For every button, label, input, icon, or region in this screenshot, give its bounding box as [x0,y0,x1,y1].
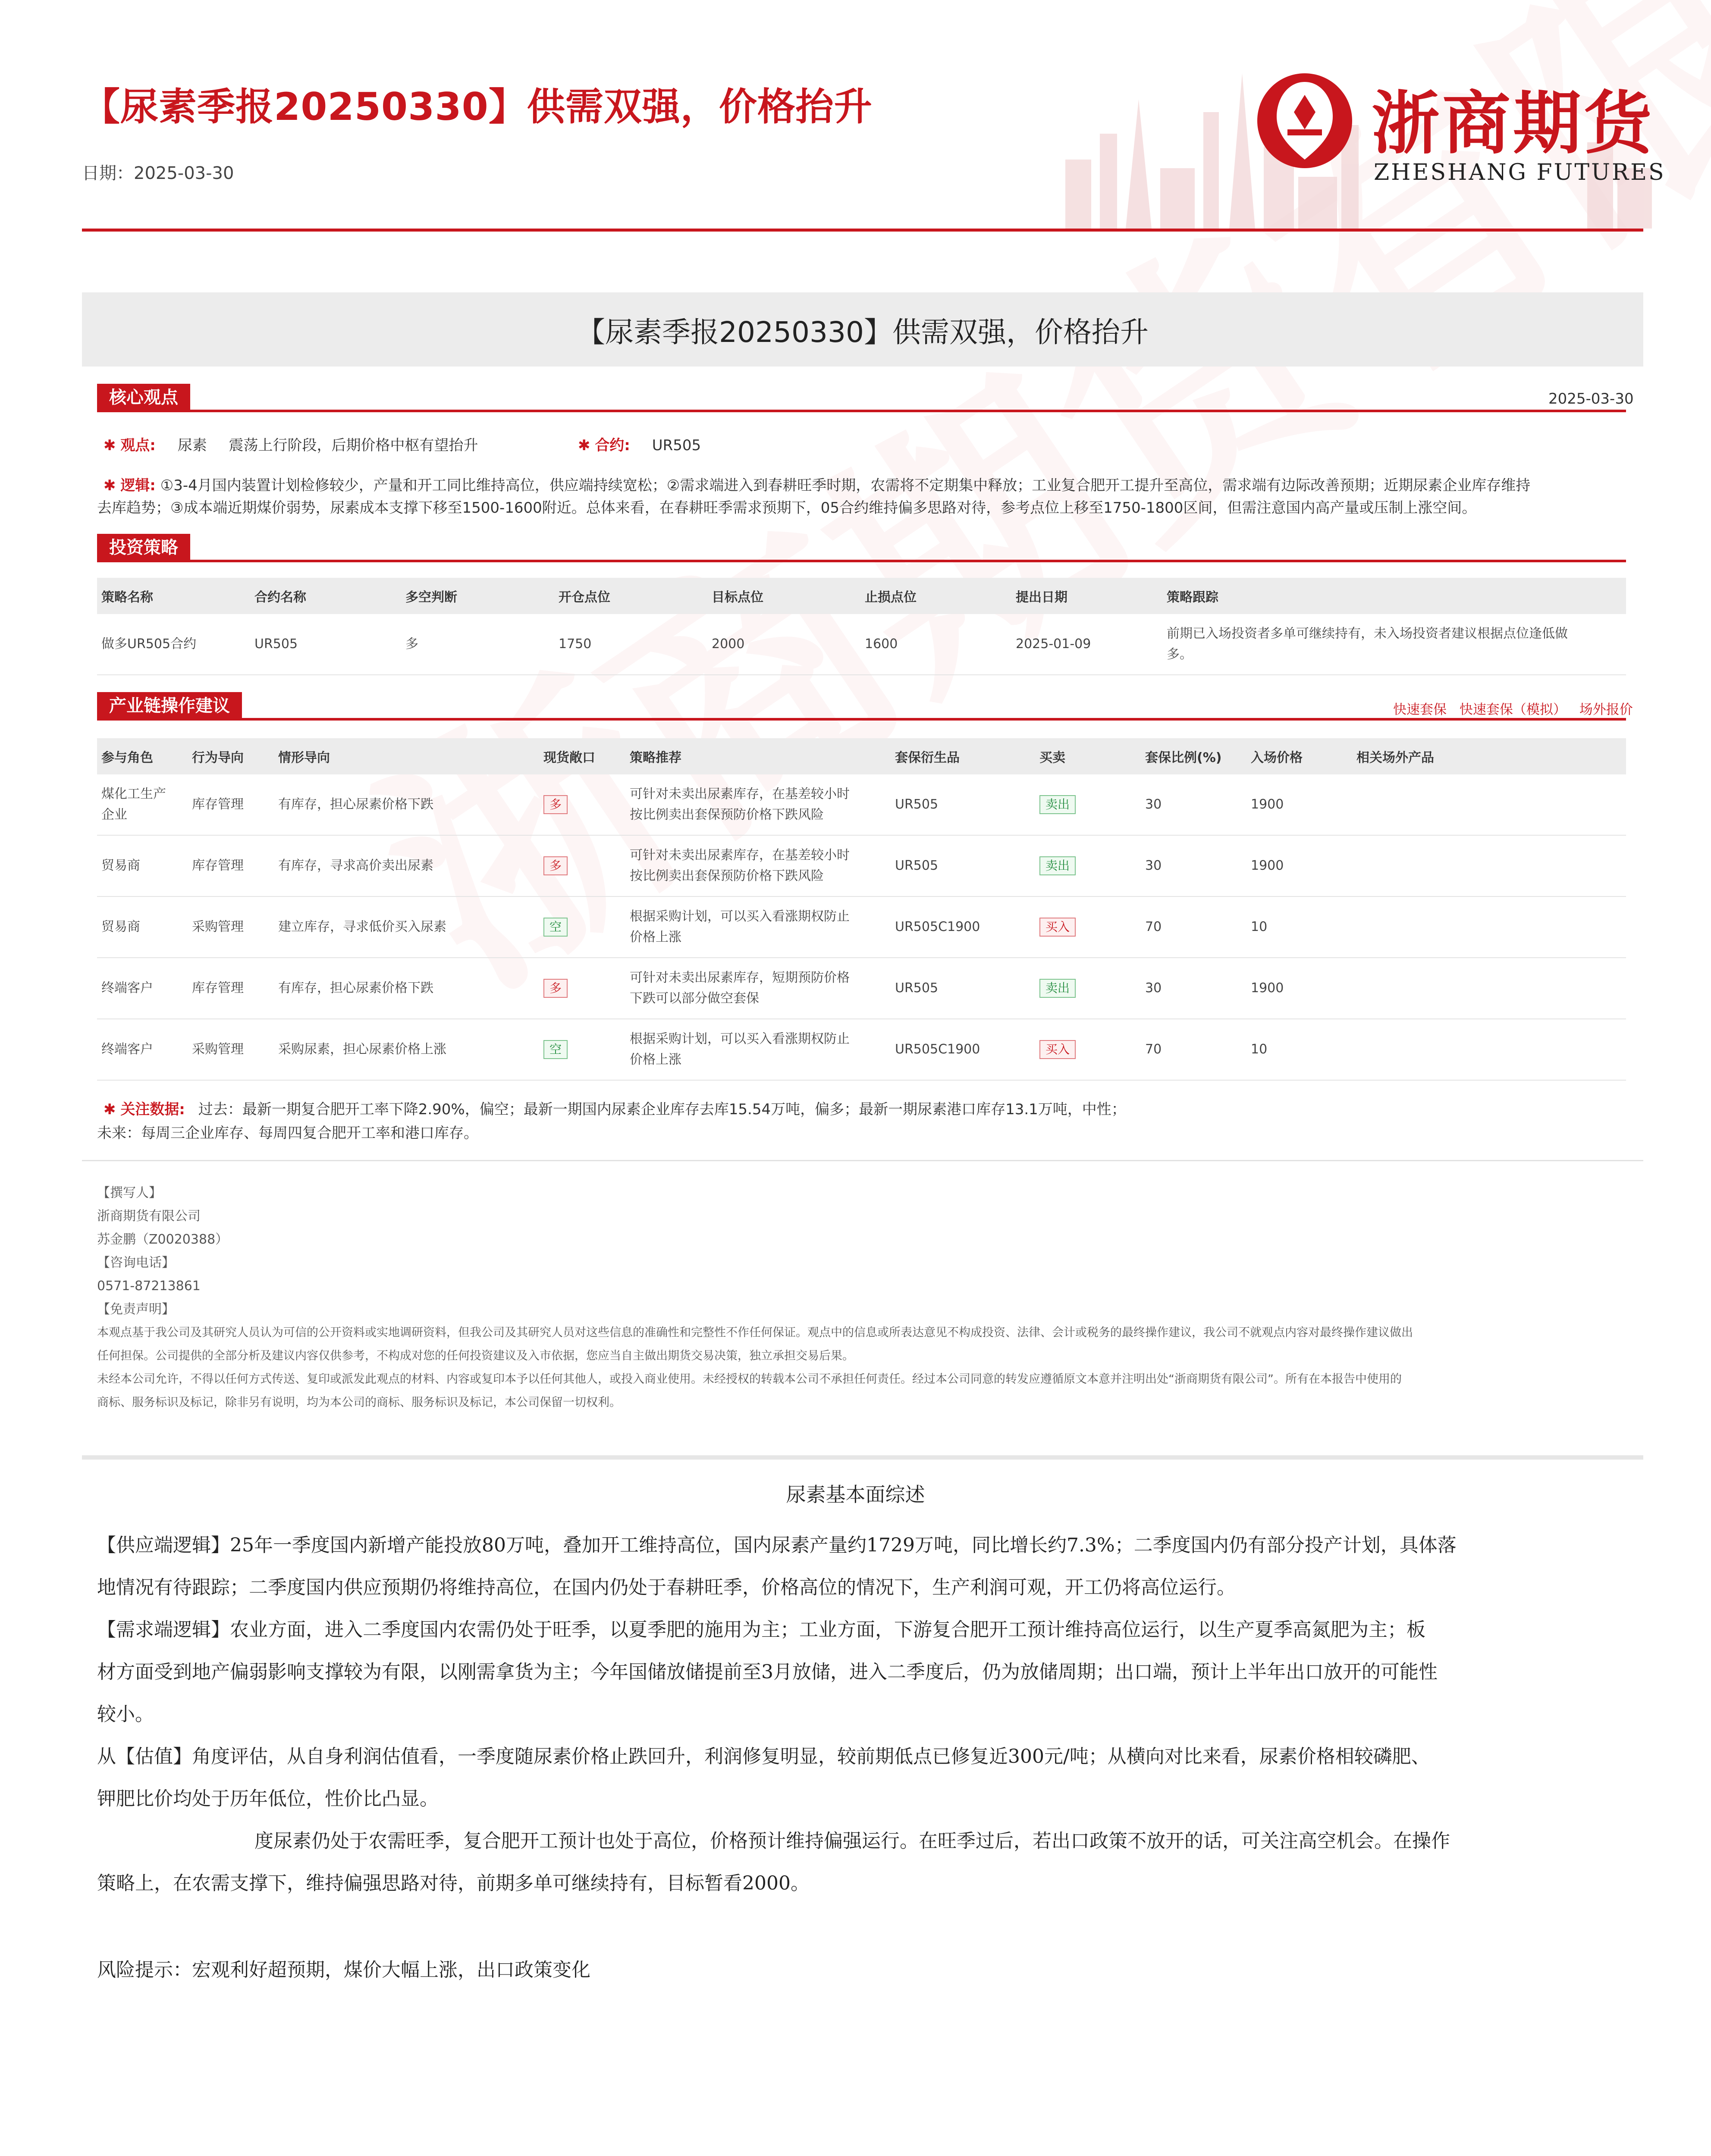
logic-label: 逻辑: [120,477,156,494]
strategy-line-2: 按比例卖出套保预防价格下跌风险 [630,868,824,884]
cell-role [97,896,188,958]
col-header: 相关场外产品 [1352,738,1626,774]
col-header: 多空判断 [401,578,554,614]
summary-p4b: 策略上，在农需支撑下，维持偏强思路对待，前期多单可继续持有，目标暂看2000。 [97,1872,810,1894]
cell-ratio: 30 [1141,774,1246,835]
divider [82,1455,1643,1460]
strategy-line-1: 根据采购计划，可以买入看涨期权防止 [630,1031,850,1047]
logic-text-1: ①3-4月国内装置计划检修较少，产量和开工同比维持高位，供应端持续宽松；②需求端进入到春耕旺季时期，农需将不定期集中释放；工业复合肥开工提升至高位，需求端有边际改善预期；近期尿素企业库存维持 [160,477,1531,494]
cell-behavior: 库存管理 [188,774,274,835]
cell-ratio: 30 [1141,835,1246,896]
cell-ratio: 70 [1141,1019,1246,1080]
side-badge: 买入 [1039,1040,1076,1059]
cell-ratio: 30 [1141,958,1246,1019]
role-line-1: 贸易商 [101,858,140,873]
cell: 2000 [707,614,860,675]
cell-price: 1900 [1246,774,1352,835]
report-title: 【尿素季报20250330】供需双强，价格抬升 [82,85,873,129]
exposure-badge: 多 [543,979,568,998]
cell-exposure [539,835,625,896]
summary-p4a: 度尿素仍处于农需旺季，复合肥开工预计也处于高位，价格预计维持偏强运行。在旺季过后，若出口政策不放开的话，可关注高空机会。在操作 [254,1830,1450,1852]
strategy-line-2: 下跌可以部分做空套保 [630,991,759,1006]
author-block [97,1181,1413,1414]
table-header-row [97,738,1626,774]
exposure-badge: 空 [543,1040,568,1059]
cell-situation: 采购尿素，担心尿素价格上涨 [274,1019,539,1080]
summary-p1a: 【供应端逻辑】25年一季度国内新增产能投放80万吨，叠加开工维持高位，国内尿素产量约1729万吨，同比增长约7.3%；二季度国内仍有部分投产计划，具体落 [97,1534,1457,1556]
bullet-icon: ✱ [578,437,590,454]
col-header: 策略名称 [97,578,250,614]
cell-exposure [539,774,625,835]
cell-strategy [625,896,891,958]
exposure-badge: 空 [543,918,568,937]
view-text: 震荡上行阶段，后期价格中枢有望抬升 [229,437,478,454]
cell-situation: 有库存，担心尿素价格下跌 [274,774,539,835]
cell-otc [1352,896,1626,958]
focus-row [104,1097,1126,1119]
cell-price: 10 [1246,1019,1352,1080]
side-badge: 买入 [1039,918,1076,937]
divider [82,1160,1643,1161]
cell-derivative: UR505 [891,958,1035,1019]
author-l6: 【免责声明】 [97,1302,175,1317]
role-line-1: 贸易商 [101,919,140,934]
view-label: 观点: [120,437,156,454]
section-tag-chain: 产业链操作建议 [97,692,242,720]
author-l5: 0571-87213861 [97,1279,201,1294]
bullet-icon: ✱ [104,1101,116,1118]
table-row [97,835,1626,896]
table-row [97,774,1626,835]
link-quick-hedge-sim[interactable]: 快速套保（模拟） [1459,702,1567,718]
core-date: 2025-03-30 [1548,390,1634,407]
role-line-1: 终端客户 [101,981,153,996]
cell: 2025-01-09 [1011,614,1162,675]
logic-text-2: 去库趋势；③成本端近期煤价弱势，尿素成本支撑下移至1500-1600附近。总体来看，在春耕旺季需求预期下，05合约维持偏多思路对待，参考点位上移至1750-1800区间，但需注意国内高产量或压制上涨空间。 [97,499,1477,517]
summary-p1b: 地情况有待跟踪；二季度国内供应预期仍将维持高位，在国内仍处于春耕旺季，价格高位的情况下，生产利润可观，开工仍将高位运行。 [97,1576,1236,1598]
role-line-2: 企业 [101,807,127,822]
table-row [97,1019,1626,1080]
focus-label: 关注数据: [120,1101,185,1118]
report-date: 日期：2025-03-30 [82,163,234,183]
link-otc-quote[interactable]: 场外报价 [1579,702,1633,718]
focus-future: 未来：每周三企业库存、每周四复合肥开工率和港口库存。 [97,1125,478,1142]
cell-role [97,774,188,835]
cell-otc [1352,958,1626,1019]
cell-derivative: UR505 [891,774,1035,835]
cell-situation: 有库存，担心尿素价格下跌 [274,958,539,1019]
col-header: 提出日期 [1011,578,1162,614]
cell-strategy [625,774,891,835]
cell-situation: 有库存，寻求高价卖出尿素 [274,835,539,896]
role-line-1: 煤化工生产 [101,787,166,802]
summary-title: 尿素基本面综述 [786,1483,925,1506]
cell-exposure [539,958,625,1019]
logo-english-name: ZHESHANG FUTURES [1374,160,1666,185]
cell-side [1035,774,1141,835]
col-header: 套保衍生品 [891,738,1035,774]
cell: 1600 [860,614,1011,675]
summary-p3b: 钾肥比价均处于历年低位，性价比凸显。 [97,1788,439,1810]
link-quick-hedge[interactable]: 快速套保 [1393,702,1447,718]
author-l1: 【撰写人】 [97,1185,162,1200]
section-tag-core: 核心观点 [97,384,190,411]
strategy-line-2: 价格上涨 [630,930,681,945]
section-tag-strategy: 投资策略 [97,534,190,561]
track-line-2: 多。 [1167,647,1193,662]
strategy-line-1: 根据采购计划，可以买入看涨期权防止 [630,909,850,924]
cell-exposure [539,1019,625,1080]
cell: 1750 [554,614,707,675]
col-header: 参与角色 [97,738,188,774]
side-badge: 卖出 [1039,979,1076,998]
cell-price: 10 [1246,896,1352,958]
logo-chinese-name: 浙商期货 [1372,84,1654,163]
col-header: 买卖 [1035,738,1141,774]
col-header: 合约名称 [250,578,401,614]
track-line-1: 前期已入场投资者多单可继续持有，未入场投资者建议根据点位逢低做 [1167,626,1568,641]
contract-label: 合约: [595,437,630,454]
disclaimer-2: 任何担保。公司提供的全部分析及建议内容仅供参考，不构成对您的任何投资建议及入市依据，您应当自主做出期货交易决策，独立承担交易后果。 [97,1349,854,1363]
disclaimer-1: 本观点基于我公司及其研究人员认为可信的公开资料或实地调研资料，但我公司及其研究人员对这些信息的准确性和完整性不作任何保证。观点中的信息或所表达意见不构成投资、法律、会计或税务的最终操作建议，我公司不就观点内容对最终操作建议做出 [97,1326,1413,1339]
cell-price: 1900 [1246,835,1352,896]
view-row [104,433,478,454]
cell-otc [1352,774,1626,835]
exposure-badge: 多 [543,856,568,875]
summary-p3a: 从【估值】角度评估，从自身利润估值看，一季度随尿素价格止跌回升，利润修复明显，较前期低点已修复近300元/吨；从横向对比来看，尿素价格相较磷肥、 [97,1745,1430,1767]
company-logo [1242,52,1666,207]
col-header: 开仓点位 [554,578,707,614]
cell-strategy [625,958,891,1019]
strategy-line-2: 按比例卖出套保预防价格下跌风险 [630,807,824,822]
box-title: 【尿素季报20250330】供需双强，价格抬升 [82,292,1643,367]
header-divider [82,229,1643,232]
cell [1162,614,1626,675]
col-header: 策略推荐 [625,738,891,774]
cell-strategy [625,835,891,896]
chain-links [1393,699,1633,718]
col-header: 情形导向 [274,738,539,774]
col-header: 套保比例(%) [1141,738,1246,774]
summary-body [97,1524,1633,1905]
strategy-line-1: 可针对未卖出尿素库存，在基差较小时 [630,787,850,802]
table-row [97,614,1626,675]
cell-otc [1352,835,1626,896]
author-l4: 【咨询电话】 [97,1255,175,1270]
cell-ratio: 70 [1141,896,1246,958]
cell-derivative: UR505C1900 [891,1019,1035,1080]
author-l3: 苏金鹏（Z0020388） [97,1232,229,1247]
cell-otc [1352,1019,1626,1080]
cell-side [1035,896,1141,958]
disclaimer-4: 商标、服务标识及标记，除非另有说明，均为本公司的商标、服务标识及标记，本公司保留一切权利。 [97,1396,621,1409]
cell-side [1035,958,1141,1019]
cell-behavior: 库存管理 [188,958,274,1019]
cell-role [97,958,188,1019]
table-header-row [97,578,1626,614]
cell-price: 1900 [1246,958,1352,1019]
strategy-table [97,578,1626,675]
col-header: 策略跟踪 [1162,578,1626,614]
disclaimer-3: 未经本公司允许，不得以任何方式传送、复印或派发此观点的材料、内容或复印本予以任何其他人，或投入商业使用。未经授权的转载本公司不承担任何责任。经过本公司同意的转发应遵循原文本意并注明出处“浙商期货有限公司”。所有在本报告中使用的 [97,1373,1402,1386]
strategy-line-2: 价格上涨 [630,1052,681,1067]
view-product: 尿素 [177,437,207,454]
logo-emblem-icon [1251,60,1359,190]
strategy-line-1: 可针对未卖出尿素库存，在基差较小时 [630,848,850,863]
cell: UR505 [250,614,401,675]
contract-row [578,433,701,454]
cell-role [97,1019,188,1080]
table-row [97,896,1626,958]
col-header: 止损点位 [860,578,1011,614]
cell-side [1035,835,1141,896]
cell-side [1035,1019,1141,1080]
summary-p2a: 【需求端逻辑】农业方面，进入二季度国内农需仍处于旺季，以夏季肥的施用为主；工业方面，下游复合肥开工预计维持高位运行，以生产夏季高氮肥为主；板 [97,1619,1425,1641]
cell-behavior: 采购管理 [188,1019,274,1080]
author-l2: 浙商期货有限公司 [97,1209,201,1224]
side-badge: 卖出 [1039,856,1076,875]
cell-role [97,835,188,896]
role-line-1: 终端客户 [101,1042,153,1057]
section-bar-strategy [97,560,1626,562]
focus-past: 过去：最新一期复合肥开工率下降2.90%，偏空；最新一期国内尿素企业库存去库15.54万吨，偏多；最新一期尿素港口库存13.1万吨，中性； [198,1101,1126,1118]
logic-line-1 [104,473,1530,495]
col-header: 现货敞口 [539,738,625,774]
summary-p2c: 较小。 [97,1703,154,1725]
cell-behavior: 库存管理 [188,835,274,896]
cell-strategy [625,1019,891,1080]
cell-derivative: UR505 [891,835,1035,896]
section-bar-chain [97,718,1626,721]
side-badge: 卖出 [1039,795,1076,814]
risk-note: 风险提示：宏观利好超预期，煤价大幅上涨，出口政策变化 [97,1959,590,1981]
cell-derivative: UR505C1900 [891,896,1035,958]
col-header: 目标点位 [707,578,860,614]
cell-behavior: 采购管理 [188,896,274,958]
cell: 做多UR505合约 [97,614,250,675]
strategy-line-1: 可针对未卖出尿素库存，短期预防价格 [630,970,850,985]
summary-p2b: 材方面受到地产偏弱影响支撑较为有限，以刚需拿货为主；今年国储放储提前至3月放储，进入二季度后，仍为放储周期；出口端，预计上半年出口放开的可能性 [97,1661,1438,1683]
bullet-icon: ✱ [104,437,116,454]
col-header: 行为导向 [188,738,274,774]
cell-exposure [539,896,625,958]
chain-table [97,738,1626,1081]
exposure-badge: 多 [543,795,568,814]
cell: 多 [401,614,554,675]
bullet-icon: ✱ [104,477,116,494]
col-header: 入场价格 [1246,738,1352,774]
cell-situation: 建立库存，寻求低价买入尿素 [274,896,539,958]
table-row [97,958,1626,1019]
contract-value: UR505 [652,437,701,454]
section-bar-core [97,410,1626,412]
